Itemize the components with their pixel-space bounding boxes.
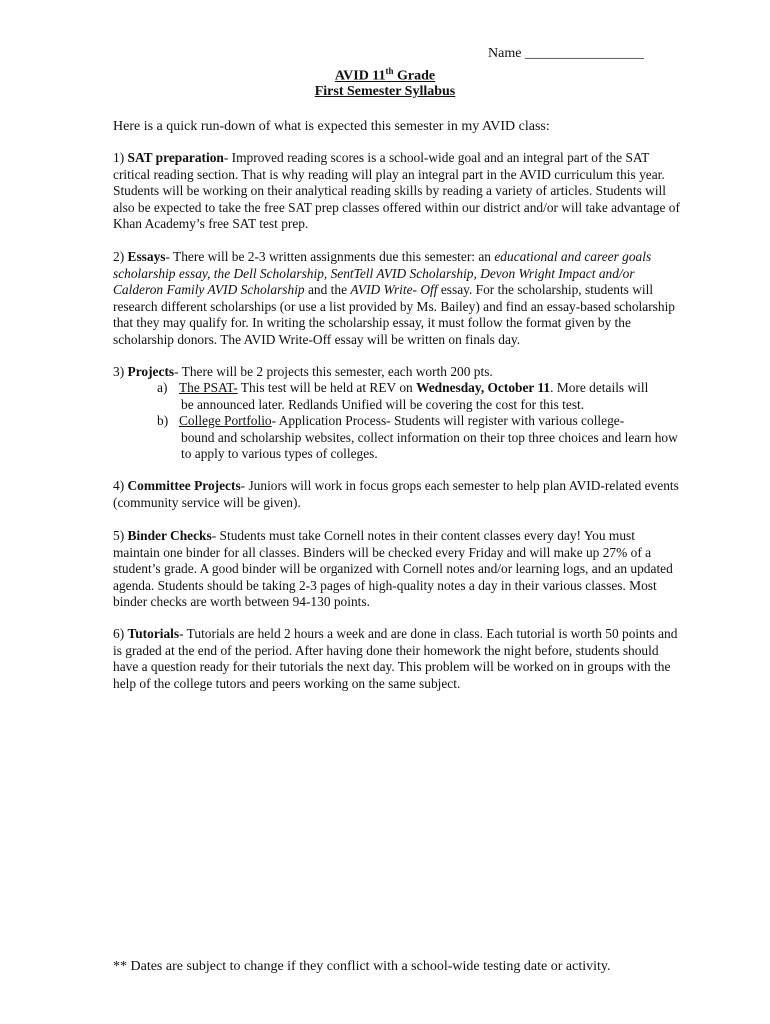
section-tutorials: 6) Tutorials- Tutorials are held 2 hours a week and are done in class. Each tutorial is worth 50 points and is graded at the end of the period. After having done their homework the night before, students should have a question ready for their tutorials the next day. This problem will be worked on in groups with the help of the college tutors and peers working on the same subject. [113, 626, 678, 691]
name-field-label: Name _________________ [488, 46, 644, 61]
document-title: AVID 11th Grade [334, 66, 436, 84]
footer-note: ** Dates are subject to change if they conflict with a school-wide testing date or activity. [113, 959, 611, 974]
section-heading: Projects [127, 364, 175, 379]
section-essays: 2) Essays- There will be 2-3 written assignments due this semester: an educational and career goals scholarship essay, the Dell Scholarship, SentTell AVID Scholarship, Devon Wright Impact and/or Calderon Family AVID Scholarship and the AVID Write- Off essay. For the scholarship, students will research different scholarships (or use a list provided by Ms. Bailey) and find an essay-based scholarship that they may qualify for. In writing the scholarship essay, it must follow the format given by the scholarship donors. The AVID Write-Off essay will be written on finals day. [113, 249, 676, 347]
project-item-college-portfolio: b) College Portfolio- Application Process- Students will register with various college- bound and scholarship websites, collect information on their top three choices and learn how to apply to various types of colleges. [157, 413, 678, 461]
section-heading: SAT preparation [127, 150, 224, 165]
document-subtitle: First Semester Syllabus [314, 84, 456, 99]
section-heading: Essays [127, 249, 166, 264]
section-heading: Committee Projects [127, 478, 241, 493]
section-binder-checks: 5) Binder Checks- Students must take Cornell notes in their content classes every day! You must maintain one binder for all classes. Binders will be checked every Friday and will make up 27% of a student’s grade. A good binder will be organized with Cornell notes and/or learning logs, and an updated agenda. Students should be taking 2-3 pages of high-quality notes a day in their various classes. Most binder checks are worth between 94-130 points. [113, 528, 673, 609]
intro-text: Here is a quick run-down of what is expected this semester in my AVID class: [113, 119, 550, 134]
section-projects: 3) Projects- There will be 2 projects this semester, each worth 200 pts. [113, 364, 493, 379]
section-sat-preparation: 1) SAT preparation- Improved reading scores is a school-wide goal and an integral part of the SAT critical reading section. That is why reading will play an integral part in the AVID curriculum this year. Students will be working on their analytical reading skills by reading a variety of articles. Students will also be expected to take the free SAT prep classes offered within our district and/or will take advantage of Khan Academy’s free SAT test prep. [113, 150, 680, 231]
section-heading: Tutorials [127, 626, 180, 641]
section-committee-projects: 4) Committee Projects- Juniors will work in focus grops each semester to help plan AVID-related events (community service will be given). [113, 478, 679, 510]
section-heading: Binder Checks [127, 528, 212, 543]
project-item-psat: a) The PSAT- This test will be held at REV on Wednesday, October 11. More details will be announced later. Redlands Unified will be covering the cost for this test. [157, 380, 649, 412]
